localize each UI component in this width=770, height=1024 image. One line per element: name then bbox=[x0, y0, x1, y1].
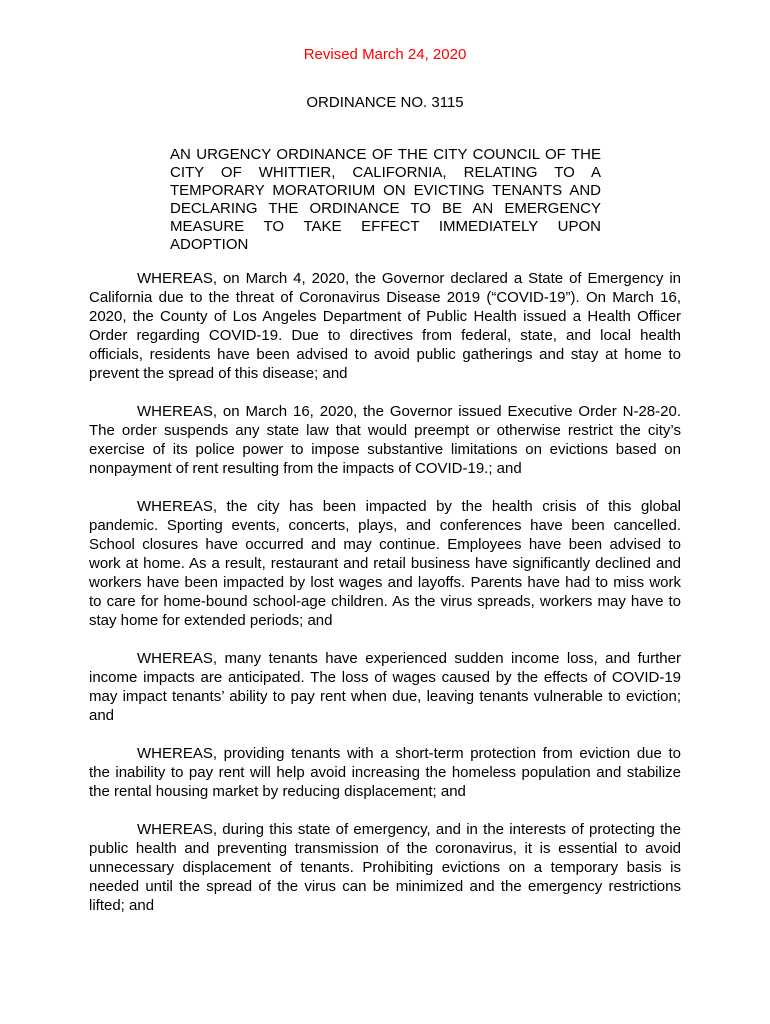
whereas-paragraph: WHEREAS, during this state of emergency, and in the interests of protecting the public health and preventing transmission of the coronavirus, it is essential to avoid unnecessary displacement of tenants. Prohibiting evictions on a temporary basis is needed until the spread of the virus can be minimized and the emergency restrictions lifted; and bbox=[89, 821, 681, 914]
whereas-paragraph: WHEREAS, on March 4, 2020, the Governor declared a State of Emergency in California due to the threat of Coronavirus Disease 2019 (“COVID-19”). On March 16, 2020, the County of Los Angeles Department of Public Health issued a Health Officer Order regarding COVID-19. Due to directives from federal, state, and local health officials, residents have been advised to avoid public gatherings and stay at home to prevent the spread of this disease; and bbox=[89, 270, 681, 382]
whereas-paragraph: WHEREAS, many tenants have experienced sudden income loss, and further income impacts are anticipated. The loss of wages caused by the effects of COVID-19 may impact tenants’ ability to pay rent when due, leaving tenants vulnerable to eviction; and bbox=[89, 650, 681, 724]
whereas-paragraph: WHEREAS, on March 16, 2020, the Governor issued Executive Order N-28-20. The order suspends any state law that would preempt or otherwise restrict the city’s exercise of its police power to impose substantive limitations on evictions based on nonpayment of rent resulting from the impacts of COVID-19.; and bbox=[89, 403, 681, 477]
ordinance-number: ORDINANCE NO. 3115 bbox=[306, 94, 464, 111]
ordinance-body bbox=[89, 269, 681, 934]
revised-date: Revised March 24, 2020 bbox=[303, 46, 467, 63]
whereas-paragraph: WHEREAS, the city has been impacted by the health crisis of this global pandemic. Sporting events, concerts, plays, and conferences have been cancelled. School closures have occurred and may continue. Employees have been advised to work at home. As a result, restaurant and retail business have significantly declined and workers have been impacted by lost wages and layoffs. Parents have had to miss work to care for home-bound school-age children. As the virus spreads, workers may have to stay home for extended periods; and bbox=[89, 498, 681, 629]
whereas-paragraph: WHEREAS, providing tenants with a short-term protection from eviction due to the inability to pay rent will help avoid increasing the homeless population and stabilize the rental housing market by reducing displacement; and bbox=[89, 745, 681, 800]
ordinance-title: AN URGENCY ORDINANCE OF THE CITY COUNCIL OF THE CITY OF WHITTIER, CALIFORNIA, RELATING TO A TEMPORARY MORATORIUM ON EVICTING TENANTS AND DECLARING THE ORDINANCE TO BE AN EMERGENCY MEASURE TO TAKE EFFECT IMMEDIATELY UPON ADOPTION bbox=[170, 146, 601, 253]
